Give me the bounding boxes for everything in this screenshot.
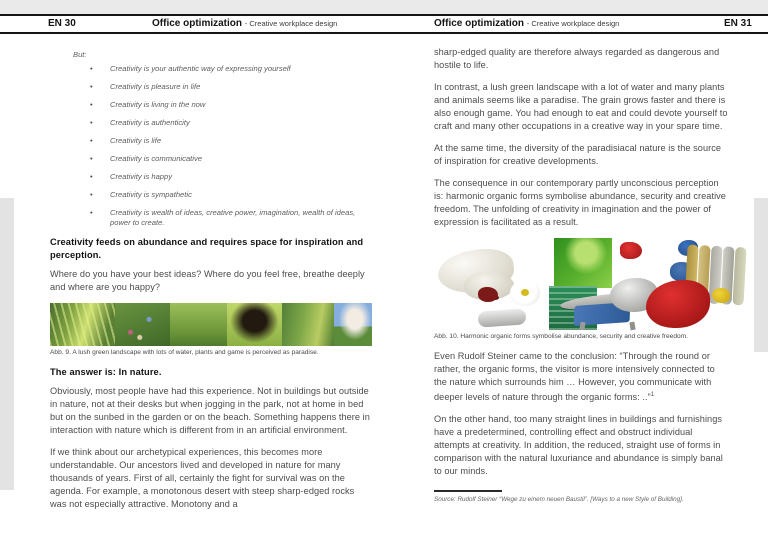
figure-caption-abb9: Abb. 9. A lush green landscape with lots of water, plants and game is perceived as paradise. bbox=[50, 349, 319, 356]
page-number-left: EN 30 bbox=[48, 18, 76, 29]
scan-top-margin bbox=[0, 0, 768, 14]
white-flower-shape bbox=[510, 280, 540, 306]
garden-photo-2 bbox=[115, 303, 170, 346]
steiner-quote-text: Even Rudolf Steiner came to the conclusion: “Through the round or rather, the organic forms, the visitor is more intensively connected to the nature which surrounds him … However, you communicate with deeper levels of nature through the organic forms: ..” bbox=[434, 351, 715, 403]
bullet-list-lead-in: But: bbox=[73, 50, 87, 59]
panel-bar bbox=[733, 247, 747, 305]
paragraph: In contrast, a lush green landscape with a lot of water and many plants and animals seems like a paradise. The grain grows faster and there is also enough game. You had enough to eat and could devote yourself to craft and many other occupations in a creative way in your spare time. bbox=[434, 82, 728, 131]
blossom-tree-photo bbox=[334, 303, 372, 346]
paragraph: At the same time, the diversity of the paradisiacal nature is the source of inspiration for creative developments. bbox=[434, 143, 722, 166]
figure-caption-abb10: Abb. 10. Harmonic organic forms symbolise abundance, security and creative freedom. bbox=[434, 333, 688, 340]
section-heading-abundance: Creativity feeds on abundance and requires space for inspiration and perception. bbox=[50, 237, 364, 260]
running-head-left-subtitle: - Creative workplace design bbox=[244, 19, 338, 28]
yellow-organic-shape bbox=[712, 288, 730, 303]
red-flower-shape bbox=[620, 242, 642, 259]
running-head-right bbox=[434, 18, 619, 29]
paragraph: Obviously, most people have had this experience. Not in buildings but outside in nature, not at their desks but when jogging in the park, not at home in bed but on the sunbed in the garden or on the beach. Something happens there in interaction with nature which is different from in an artificial environment. bbox=[50, 386, 370, 435]
gray-capsule-shape bbox=[478, 308, 527, 327]
landscape-photo-strip bbox=[50, 303, 372, 346]
running-head-right-subtitle: - Creative workplace design bbox=[526, 19, 620, 28]
orchard-photo bbox=[282, 303, 334, 346]
section-heading-nature: The answer is: In nature. bbox=[50, 367, 162, 377]
paragraph: sharp-edged quality are therefore always regarded as dangerous and hostile to life. bbox=[434, 47, 720, 70]
list-item: • Creativity is authenticity bbox=[88, 118, 372, 128]
scan-edge-left bbox=[0, 198, 14, 490]
running-head-left bbox=[152, 18, 337, 29]
organic-forms-photo bbox=[434, 238, 734, 330]
list-item: • Creativity is communicative bbox=[88, 154, 372, 164]
paragraph: Where do you have your best ideas? Where do you feel free, breathe deeply and where are you happy? bbox=[50, 269, 365, 292]
paragraph: If we think about our archetypical experiences, this becomes more understandable. Our ancestors lived and developed in nature for many thousands of years. First of all, certainly the fight for survival was on the agenda. For example, a monotonous desert with steep sharp-edged rocks was not especially attractive. Monotony and a bbox=[50, 447, 355, 509]
running-head-right-title: Office optimization bbox=[434, 18, 524, 29]
dark-red-flower-shape bbox=[478, 287, 498, 302]
footnote-marker: 1 bbox=[650, 392, 655, 398]
footnote-source: Source: Rudolf Steiner “Wege zu einem neuen Baustil”. [Ways to a new Style of Building]. bbox=[434, 496, 684, 504]
desk-leg bbox=[629, 322, 635, 331]
paragraph: The consequence in our contemporary partly unconscious perception is: harmonic organic forms symbolise abundance, security and creative freedom. The unfolding of creativity in imagination and the power of expression is facilitated as a result. bbox=[434, 178, 726, 227]
paragraph bbox=[434, 350, 730, 404]
right-page-column bbox=[434, 46, 730, 504]
list-item: • Creativity is happy bbox=[88, 172, 372, 182]
list-item: • Creativity is living in the now bbox=[88, 100, 372, 110]
list-item: • Creativity is pleasure in life bbox=[88, 82, 372, 92]
list-item: • Creativity is life bbox=[88, 136, 372, 146]
tree-silhouette-photo bbox=[227, 303, 282, 346]
paragraph: On the other hand, too many straight lines in buildings and furnishings have a predetermined, controlling effect and obstruct individual attempts at creativity. In addition, the reduced, straight use of forms in comparison with the natural luxuriance and abundance is simply banal to our minds. bbox=[434, 414, 723, 477]
page-number-right: EN 31 bbox=[724, 18, 752, 29]
list-item: • Creativity is sympathetic bbox=[88, 190, 372, 200]
footnote-divider bbox=[434, 490, 502, 492]
scan-edge-right bbox=[754, 198, 768, 352]
left-page-column bbox=[50, 50, 372, 520]
flower-center bbox=[521, 289, 529, 296]
list-item: • Creativity is your authentic way of expressing yourself bbox=[88, 64, 372, 74]
list-item: • Creativity is wealth of ideas, creative power, imagination, wealth of ideas, power to create. bbox=[88, 208, 372, 228]
garden-photo-3 bbox=[170, 303, 227, 346]
garden-photo-1 bbox=[50, 303, 115, 346]
running-head-left-title: Office optimization bbox=[152, 18, 242, 29]
green-photo-panel bbox=[554, 238, 612, 288]
header-rule-top bbox=[0, 14, 768, 16]
creativity-bullet-list bbox=[88, 64, 372, 228]
red-organic-shape bbox=[646, 280, 710, 328]
header-rule-bottom bbox=[0, 32, 768, 34]
